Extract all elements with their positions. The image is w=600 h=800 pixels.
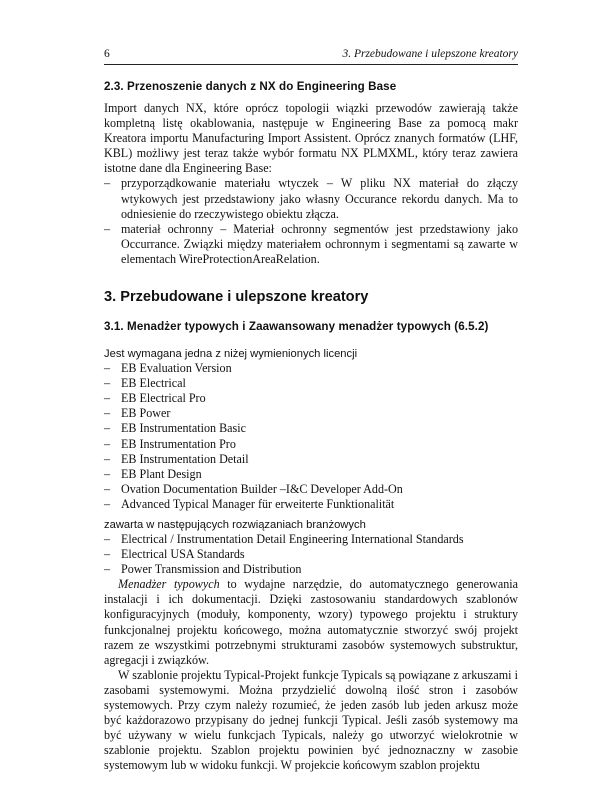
list-item: – EB Evaluation Version	[104, 361, 518, 376]
running-head-title: 3. Przebudowane i ulepszone kreatory	[342, 48, 518, 60]
list-item: – EB Plant Design	[104, 467, 518, 482]
list-item: – przyporządkowanie materiału wtyczek – W pliku NX materiał do złączy wtykowych jest przedstawiony jako własny Occurance rekordu danych. Ma to odniesienie do rzeczywistego obiektu złącza.	[104, 176, 518, 221]
page-number: 6	[104, 48, 110, 60]
typical-manager-term: Menadżer typowych	[118, 577, 220, 592]
list-item: – EB Instrumentation Pro	[104, 437, 518, 452]
running-head	[104, 48, 518, 65]
section-2-3-heading: 2.3. Przenoszenie danych z NX do Engineering Base	[104, 80, 397, 93]
section-2-3-list	[104, 176, 518, 267]
section-3-heading: 3. Przebudowane i ulepszone kreatory	[104, 289, 369, 306]
solutions-intro: zawarta w następujących rozwiązaniach branżowych	[104, 518, 366, 531]
document-page	[104, 48, 518, 773]
list-item: – EB Instrumentation Basic	[104, 421, 518, 436]
list-item: – EB Power	[104, 406, 518, 421]
paragraph-1-text: to wydajne narzędzie, do automatycznego generowania instalacji i ich dokumentacji. Dzięki zastosowaniu standardowych szablonów konfiguracyjnych (moduły, komponenty, wzory) typowego projektu i struktury funkcjonalnej projektu końcowego, można automatycznie stworzyć swój projekt razem ze wszystkimi potrzebnymi strukturami zasobów systemowych substruktur, agregacji i związków.	[104, 577, 518, 667]
solutions-list	[104, 532, 518, 577]
licence-list	[104, 361, 518, 512]
list-item: – Power Transmission and Distribution	[104, 562, 518, 577]
list-item: – Ovation Documentation Builder –I&C Developer Add-On	[104, 482, 518, 497]
list-item: – Electrical USA Standards	[104, 547, 518, 562]
list-item: – Advanced Typical Manager für erweiterte Funktionalität	[104, 497, 518, 512]
list-item: – Electrical / Instrumentation Detail Engineering International Standards	[104, 532, 518, 547]
section-3-1-heading: 3.1. Menadżer typowych i Zaawansowany menadżer typowych (6.5.2)	[104, 320, 489, 334]
list-item: – EB Instrumentation Detail	[104, 452, 518, 467]
section-3-1-paragraph-2: W szablonie projektu Typical-Projekt funkcje Typicals są powiązane z arkuszami i zasobami systemowymi. Można przydzielić dowolną ilość stron i zasobów systemowych. Przy czym należy rozumieć, że jeden zasób lub jeden arkusz może być każdorazowo przypisany do jednej funkcji Typical. Jeśli zasób systemowy ma być używany w wielu funkcjach Typicals, należy go utworzyć wielokrotnie w szablonie projektu. Szablon projektu powinien być jednoznaczny w zasobie systemowym lub w widoku funkcji. W projekcie końcowym szablon projektu	[104, 667, 518, 773]
list-item: – materiał ochronny – Materiał ochronny segmentów jest przedstawiony jako Occurrance. Związki między materiałem ochronnym i segmentami są zawarte w elementach WireProtectionAreaRelation.	[104, 222, 518, 267]
list-item: – EB Electrical	[104, 376, 518, 391]
section-2-3-paragraph: Import danych NX, które oprócz topologii wiązki przewodów zawierają także kompletną listę okablowania, następuje w Engineering Base za pomocą makr Kreatora importu Manufacturing Import Assistent. Oprócz znanych formatów (LHF, KBL) możliwy jest teraz także wybór formatu NX PLMXML, który teraz zawiera istotne dane dla Engineering Base:	[104, 101, 518, 176]
licence-intro: Jest wymagana jedna z niżej wymienionych licencji	[104, 348, 358, 361]
section-3-1-paragraph-1	[104, 577, 518, 668]
list-item: – EB Electrical Pro	[104, 391, 518, 406]
